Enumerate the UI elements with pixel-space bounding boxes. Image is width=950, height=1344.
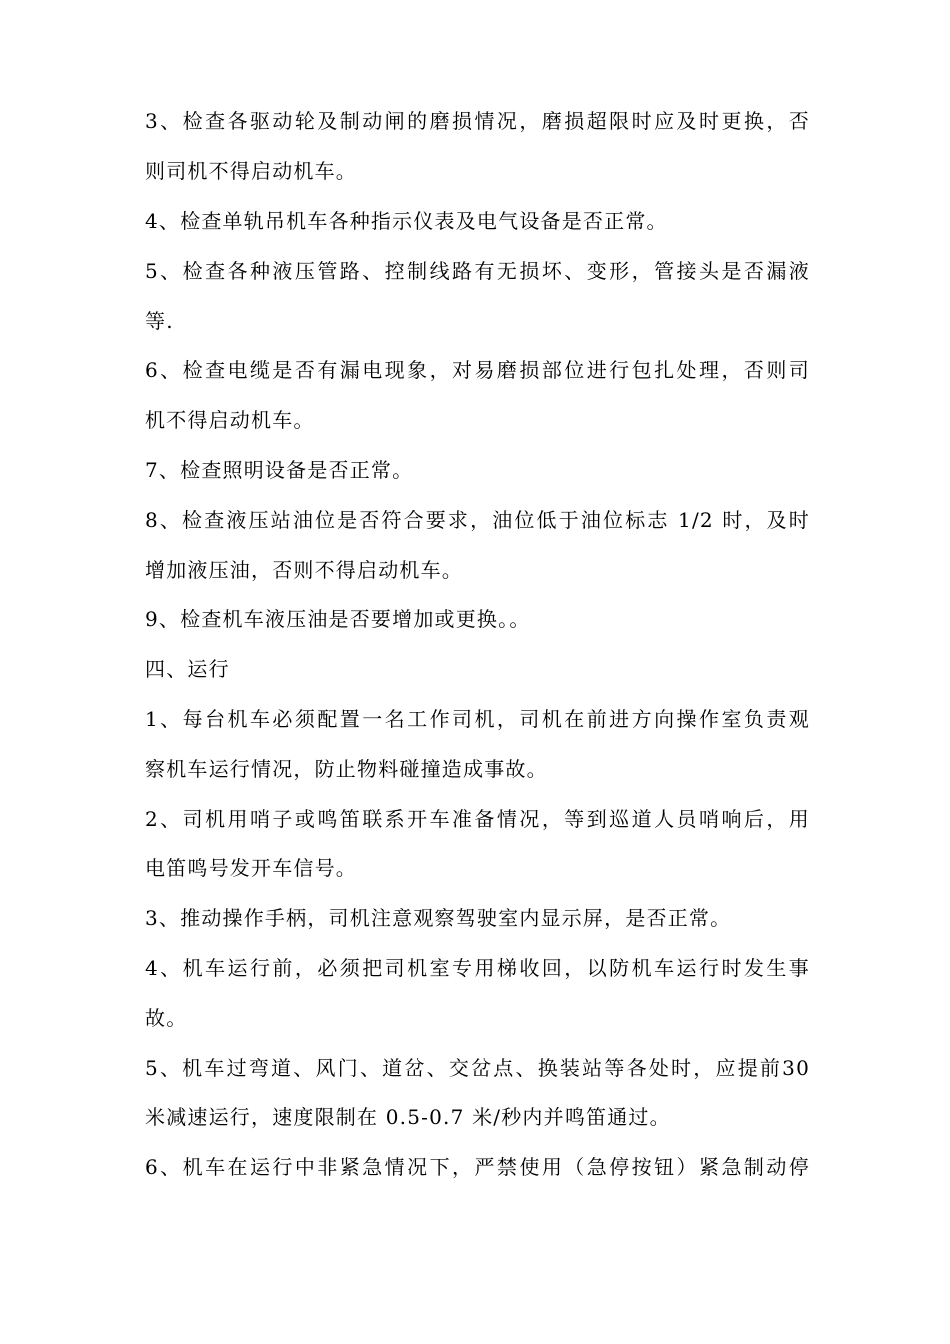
paragraph-line: 米减速运行，速度限制在 0.5-0.7 米/秒内并鸣笛通过。 bbox=[145, 1105, 671, 1129]
paragraph-line: 5、检查各种液压管路、控制线路有无损坏、变形，管接头是否漏液 bbox=[145, 259, 810, 283]
paragraph-line: 3、检查各驱动轮及制动闸的磨损情况，磨损超限时应及时更换，否 bbox=[145, 109, 810, 133]
paragraph-line: 2、司机用哨子或鸣笛联系开车准备情况，等到巡道人员哨响后，用 bbox=[145, 807, 810, 831]
paragraph-line: 故。 bbox=[145, 1006, 188, 1030]
paragraph-line: 9、检查机车液压油是否要增加或更换。。 bbox=[145, 607, 531, 631]
paragraph-line: 6、检查电缆是否有漏电现象，对易磨损部位进行包扎处理，否则司 bbox=[145, 358, 810, 382]
paragraph-line: 电笛鸣号发开车信号。 bbox=[145, 856, 357, 880]
paragraph-line: 机不得启动机车。 bbox=[145, 408, 315, 432]
paragraph-line: 4、检查单轨吊机车各种指示仪表及电气设备是否正常。 bbox=[145, 209, 668, 233]
paragraph-line: 7、检查照明设备是否正常。 bbox=[145, 458, 414, 482]
paragraph-line: 等. bbox=[145, 309, 174, 333]
paragraph-line: 察机车运行情况，防止物料碰撞造成事故。 bbox=[145, 757, 548, 781]
paragraph-line: 8、检查液压站油位是否符合要求，油位低于油位标志 1/2 时，及时 bbox=[145, 508, 810, 532]
paragraph-line: 6、机车在运行中非紧急情况下，严禁使用（急停按钮）紧急制动停 bbox=[145, 1155, 810, 1179]
paragraph-line: 4、机车运行前，必须把司机室专用梯收回，以防机车运行时发生事 bbox=[145, 956, 810, 980]
paragraph-line: 1、每台机车必须配置一名工作司机，司机在前进方向操作室负责观 bbox=[145, 707, 810, 731]
paragraph-line: 3、推动操作手柄，司机注意观察驾驶室内显示屏，是否正常。 bbox=[145, 906, 732, 930]
paragraph-line: 增加液压油，否则不得启动机车。 bbox=[145, 558, 463, 582]
paragraph-line: 则司机不得启动机车。 bbox=[145, 159, 357, 183]
section-heading: 四、运行 bbox=[145, 657, 230, 681]
paragraph-line: 5、机车过弯道、风门、道岔、交岔点、换装站等各处时，应提前30 bbox=[145, 1056, 810, 1080]
